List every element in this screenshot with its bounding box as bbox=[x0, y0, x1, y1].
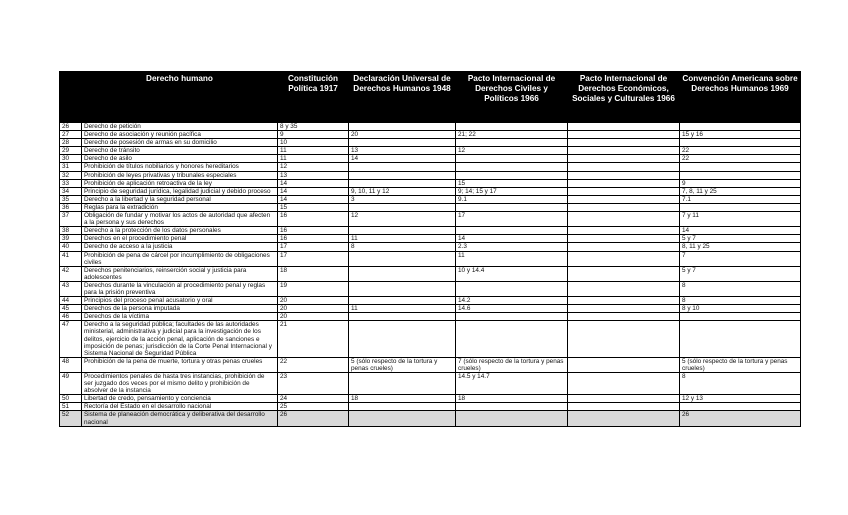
cell-pidcp: 21; 22 bbox=[456, 131, 568, 139]
cell-constitucion: 17 bbox=[278, 251, 349, 266]
cell-pidcp bbox=[456, 139, 568, 147]
cell-number: 29 bbox=[60, 147, 82, 155]
cell-pidesc bbox=[568, 251, 680, 266]
col-dudh-header: Declaración Universal de Derechos Humanos 1948 bbox=[349, 72, 456, 123]
cell-cadh: 15 y 16 bbox=[680, 131, 801, 139]
cell-constitucion: 12 bbox=[278, 163, 349, 171]
cell-cadh bbox=[680, 321, 801, 357]
table-row bbox=[60, 195, 801, 203]
table-row bbox=[60, 321, 801, 357]
cell-constitucion: 8 y 35 bbox=[278, 123, 349, 131]
cell-dudh bbox=[349, 139, 456, 147]
cell-derecho-humano: Prohibición de pena de cárcel por incumplimiento de obligaciones civiles bbox=[82, 251, 278, 266]
cell-number: 33 bbox=[60, 179, 82, 187]
cell-derecho-humano: Principio de seguridad jurídica, legalidad judicial y debido proceso bbox=[82, 187, 278, 195]
cell-derecho-humano: Derecho de posesión de armas en su domicilio bbox=[82, 139, 278, 147]
cell-derecho-humano: Prohibición de la pena de muerte, tortura y otras penas crueles bbox=[82, 357, 278, 372]
cell-pidesc bbox=[568, 179, 680, 187]
table-row bbox=[60, 139, 801, 147]
cell-pidesc bbox=[568, 212, 680, 227]
cell-derecho-humano: Derecho de asociación y reunión pacífica bbox=[82, 131, 278, 139]
cell-pidesc bbox=[568, 227, 680, 235]
table-row bbox=[60, 251, 801, 266]
rights-comparison-table-container bbox=[59, 71, 800, 427]
cell-cadh bbox=[680, 171, 801, 179]
col-pidesc-header: Pacto Internacional de Derechos Económicos, Sociales y Culturales 1966 bbox=[568, 72, 680, 123]
cell-constitucion: 23 bbox=[278, 373, 349, 395]
cell-constitucion: 19 bbox=[278, 281, 349, 296]
cell-pidcp: 14.5 y 14.7 bbox=[456, 373, 568, 395]
cell-number: 46 bbox=[60, 313, 82, 321]
cell-pidesc bbox=[568, 171, 680, 179]
cell-dudh bbox=[349, 123, 456, 131]
cell-pidcp bbox=[456, 203, 568, 211]
cell-cadh: 8 bbox=[680, 297, 801, 305]
cell-dudh: 3 bbox=[349, 195, 456, 203]
cell-constitucion: 14 bbox=[278, 195, 349, 203]
cell-derecho-humano: Derechos de la víctima bbox=[82, 313, 278, 321]
cell-pidesc bbox=[568, 411, 680, 426]
cell-pidcp bbox=[456, 321, 568, 357]
table-row bbox=[60, 171, 801, 179]
cell-pidcp: 9.1 bbox=[456, 195, 568, 203]
cell-dudh bbox=[349, 227, 456, 235]
cell-dudh: 20 bbox=[349, 131, 456, 139]
cell-dudh bbox=[349, 321, 456, 357]
cell-dudh bbox=[349, 179, 456, 187]
cell-cadh: 7, 8, 11 y 25 bbox=[680, 187, 801, 195]
cell-constitucion: 18 bbox=[278, 266, 349, 281]
cell-constitucion: 16 bbox=[278, 212, 349, 227]
cell-number: 37 bbox=[60, 212, 82, 227]
cell-derecho-humano: Procedimientos penales de hasta tres instancias, prohibición de ser juzgado dos veces por el mismo delito y prohibición de absolver de la instancia bbox=[82, 373, 278, 395]
cell-pidcp bbox=[456, 155, 568, 163]
cell-pidesc bbox=[568, 139, 680, 147]
cell-cadh: 14 bbox=[680, 227, 801, 235]
cell-constitucion: 15 bbox=[278, 203, 349, 211]
table-row bbox=[60, 411, 801, 426]
cell-dudh bbox=[349, 163, 456, 171]
cell-number: 30 bbox=[60, 155, 82, 163]
cell-pidcp bbox=[456, 227, 568, 235]
cell-dudh: 11 bbox=[349, 235, 456, 243]
cell-cadh bbox=[680, 139, 801, 147]
cell-number: 35 bbox=[60, 195, 82, 203]
cell-number: 47 bbox=[60, 321, 82, 357]
cell-constitucion: 20 bbox=[278, 297, 349, 305]
cell-derecho-humano: Rectoría del Estado en el desarrollo nacional bbox=[82, 403, 278, 411]
cell-constitucion: 22 bbox=[278, 357, 349, 372]
cell-constitucion: 17 bbox=[278, 243, 349, 251]
cell-constitucion: 24 bbox=[278, 395, 349, 403]
cell-number: 45 bbox=[60, 305, 82, 313]
table-row bbox=[60, 123, 801, 131]
cell-derecho-humano: Derecho de tránsito bbox=[82, 147, 278, 155]
table-row bbox=[60, 212, 801, 227]
cell-constitucion: 20 bbox=[278, 313, 349, 321]
cell-constitucion: 25 bbox=[278, 403, 349, 411]
cell-pidcp: 7 (sólo respecto de la tortura y penas crueles) bbox=[456, 357, 568, 372]
cell-dudh bbox=[349, 373, 456, 395]
table-row bbox=[60, 235, 801, 243]
cell-pidesc bbox=[568, 155, 680, 163]
cell-derecho-humano: Derecho a la protección de los datos personales bbox=[82, 227, 278, 235]
cell-pidesc bbox=[568, 235, 680, 243]
cell-dudh: 5 (sólo respecto de la tortura y penas crueles) bbox=[349, 357, 456, 372]
cell-number: 51 bbox=[60, 403, 82, 411]
cell-dudh bbox=[349, 297, 456, 305]
cell-derecho-humano: Derechos en el procedimiento penal bbox=[82, 235, 278, 243]
cell-derecho-humano: Prohibición de títulos nobiliarios y honores hereditarios bbox=[82, 163, 278, 171]
cell-cadh: 9 bbox=[680, 179, 801, 187]
cell-derecho-humano: Derecho de acceso a la justicia bbox=[82, 243, 278, 251]
cell-dudh bbox=[349, 266, 456, 281]
cell-constitucion: 10 bbox=[278, 139, 349, 147]
cell-cadh: 5 y 7 bbox=[680, 235, 801, 243]
cell-number: 40 bbox=[60, 243, 82, 251]
cell-derecho-humano: Prohibición de aplicación retroactiva de la ley bbox=[82, 179, 278, 187]
cell-pidesc bbox=[568, 187, 680, 195]
cell-dudh: 12 bbox=[349, 212, 456, 227]
table-row bbox=[60, 281, 801, 296]
cell-constitucion: 16 bbox=[278, 227, 349, 235]
cell-dudh bbox=[349, 281, 456, 296]
cell-derecho-humano: Principios del proceso penal acusatorio y oral bbox=[82, 297, 278, 305]
cell-cadh: 5 y 7 bbox=[680, 266, 801, 281]
cell-pidesc bbox=[568, 131, 680, 139]
cell-cadh: 7.1 bbox=[680, 195, 801, 203]
cell-pidcp bbox=[456, 171, 568, 179]
cell-derecho-humano: Derecho de petición bbox=[82, 123, 278, 131]
table-header bbox=[60, 72, 801, 123]
cell-dudh: 13 bbox=[349, 147, 456, 155]
cell-number: 31 bbox=[60, 163, 82, 171]
cell-cadh: 8 bbox=[680, 373, 801, 395]
cell-constitucion: 9 bbox=[278, 131, 349, 139]
cell-number: 50 bbox=[60, 395, 82, 403]
cell-pidesc bbox=[568, 321, 680, 357]
table-row bbox=[60, 395, 801, 403]
cell-pidesc bbox=[568, 195, 680, 203]
cell-pidcp: 17 bbox=[456, 212, 568, 227]
table-row bbox=[60, 203, 801, 211]
cell-dudh bbox=[349, 251, 456, 266]
table-row bbox=[60, 305, 801, 313]
table-row bbox=[60, 313, 801, 321]
cell-pidesc bbox=[568, 395, 680, 403]
cell-pidcp: 11 bbox=[456, 251, 568, 266]
cell-number: 27 bbox=[60, 131, 82, 139]
cell-pidcp: 2.3 bbox=[456, 243, 568, 251]
col-cadh-header: Convención Americana sobre Derechos Humanos 1969 bbox=[680, 72, 801, 123]
rights-comparison-table bbox=[59, 71, 801, 427]
cell-constitucion: 11 bbox=[278, 155, 349, 163]
cell-dudh: 9, 10, 11 y 12 bbox=[349, 187, 456, 195]
cell-constitucion: 21 bbox=[278, 321, 349, 357]
cell-dudh: 11 bbox=[349, 305, 456, 313]
table-row bbox=[60, 357, 801, 372]
cell-number: 36 bbox=[60, 203, 82, 211]
cell-cadh: 8 bbox=[680, 281, 801, 296]
cell-dudh bbox=[349, 313, 456, 321]
table-row bbox=[60, 179, 801, 187]
cell-pidesc bbox=[568, 297, 680, 305]
cell-pidcp: 15 bbox=[456, 179, 568, 187]
cell-derecho-humano: Derecho de asilo bbox=[82, 155, 278, 163]
cell-number: 48 bbox=[60, 357, 82, 372]
cell-cadh bbox=[680, 163, 801, 171]
cell-pidesc bbox=[568, 403, 680, 411]
cell-cadh bbox=[680, 403, 801, 411]
cell-number: 42 bbox=[60, 266, 82, 281]
cell-cadh: 22 bbox=[680, 147, 801, 155]
cell-cadh: 26 bbox=[680, 411, 801, 426]
cell-dudh bbox=[349, 203, 456, 211]
cell-derecho-humano: Derecho a la seguridad pública; facultades de las autoridades ministerial, administrativa y judicial para la investigación de los delitos, ejercicio de la acción penal, aplicación de sanciones e imposición de penas; jurisdicción de la Corte Penal Internacional y Sistema Nacional de Seguridad Pública bbox=[82, 321, 278, 357]
cell-pidesc bbox=[568, 266, 680, 281]
cell-dudh bbox=[349, 411, 456, 426]
cell-number: 34 bbox=[60, 187, 82, 195]
cell-derecho-humano: Reglas para la extradición bbox=[82, 203, 278, 211]
cell-cadh: 7 y 11 bbox=[680, 212, 801, 227]
cell-derecho-humano: Derechos de la persona imputada bbox=[82, 305, 278, 313]
cell-pidcp: 9; 14; 15 y 17 bbox=[456, 187, 568, 195]
cell-dudh bbox=[349, 171, 456, 179]
cell-cadh: 12 y 13 bbox=[680, 395, 801, 403]
cell-pidcp bbox=[456, 313, 568, 321]
cell-number: 32 bbox=[60, 171, 82, 179]
table-row bbox=[60, 373, 801, 395]
cell-pidesc bbox=[568, 123, 680, 131]
cell-derecho-humano: Derechos durante la vinculación al procedimiento penal y reglas para la prisión preventiva bbox=[82, 281, 278, 296]
cell-dudh bbox=[349, 403, 456, 411]
cell-constitucion: 11 bbox=[278, 147, 349, 155]
table-row bbox=[60, 403, 801, 411]
table-row bbox=[60, 163, 801, 171]
cell-constitucion: 26 bbox=[278, 411, 349, 426]
cell-derecho-humano: Libertad de credo, pensamiento y conciencia bbox=[82, 395, 278, 403]
cell-number: 39 bbox=[60, 235, 82, 243]
table-body bbox=[60, 123, 801, 427]
cell-dudh: 8 bbox=[349, 243, 456, 251]
table-row bbox=[60, 187, 801, 195]
table-row bbox=[60, 266, 801, 281]
cell-pidcp bbox=[456, 281, 568, 296]
cell-number: 44 bbox=[60, 297, 82, 305]
cell-number: 26 bbox=[60, 123, 82, 131]
cell-dudh: 18 bbox=[349, 395, 456, 403]
cell-pidesc bbox=[568, 203, 680, 211]
cell-number: 43 bbox=[60, 281, 82, 296]
cell-cadh bbox=[680, 203, 801, 211]
cell-cadh: 5 (sólo respecto de la tortura y penas crueles) bbox=[680, 357, 801, 372]
cell-cadh: 8, 11 y 25 bbox=[680, 243, 801, 251]
table-row bbox=[60, 297, 801, 305]
cell-pidcp bbox=[456, 403, 568, 411]
col-derecho-humano-header: Derecho humano bbox=[82, 72, 278, 123]
cell-pidesc bbox=[568, 357, 680, 372]
cell-constitucion: 14 bbox=[278, 179, 349, 187]
cell-cadh: 7 bbox=[680, 251, 801, 266]
table-row bbox=[60, 243, 801, 251]
cell-derecho-humano: Derecho a la libertad y la seguridad personal bbox=[82, 195, 278, 203]
cell-pidcp: 14.6 bbox=[456, 305, 568, 313]
cell-pidesc bbox=[568, 243, 680, 251]
table-row bbox=[60, 227, 801, 235]
cell-constitucion: 13 bbox=[278, 171, 349, 179]
cell-number: 28 bbox=[60, 139, 82, 147]
cell-dudh: 14 bbox=[349, 155, 456, 163]
cell-pidcp: 12 bbox=[456, 147, 568, 155]
cell-constitucion: 16 bbox=[278, 235, 349, 243]
table-row bbox=[60, 131, 801, 139]
cell-cadh bbox=[680, 313, 801, 321]
cell-number: 38 bbox=[60, 227, 82, 235]
col-constitucion-header: Constitución Política 1917 bbox=[278, 72, 349, 123]
cell-constitucion: 20 bbox=[278, 305, 349, 313]
cell-number: 41 bbox=[60, 251, 82, 266]
cell-pidesc bbox=[568, 373, 680, 395]
cell-pidcp bbox=[456, 411, 568, 426]
cell-pidesc bbox=[568, 163, 680, 171]
cell-pidcp: 14.2 bbox=[456, 297, 568, 305]
cell-pidesc bbox=[568, 147, 680, 155]
cell-pidesc bbox=[568, 281, 680, 296]
table-row bbox=[60, 155, 801, 163]
cell-pidesc bbox=[568, 313, 680, 321]
table-row bbox=[60, 147, 801, 155]
cell-pidcp bbox=[456, 123, 568, 131]
cell-pidcp: 10 y 14.4 bbox=[456, 266, 568, 281]
cell-cadh: 8 y 10 bbox=[680, 305, 801, 313]
col-pidcp-header: Pacto Internacional de Derechos Civiles y Políticos 1966 bbox=[456, 72, 568, 123]
cell-number: 49 bbox=[60, 373, 82, 395]
cell-number: 52 bbox=[60, 411, 82, 426]
cell-derecho-humano: Sistema de planeación democrática y deliberativa del desarrollo nacional bbox=[82, 411, 278, 426]
cell-pidcp bbox=[456, 163, 568, 171]
cell-pidcp: 14 bbox=[456, 235, 568, 243]
cell-derecho-humano: Obligación de fundar y motivar los actos de autoridad que afecten a la persona y sus derechos bbox=[82, 212, 278, 227]
cell-pidcp: 18 bbox=[456, 395, 568, 403]
cell-derecho-humano: Prohibición de leyes privativas y tribunales especiales bbox=[82, 171, 278, 179]
cell-constitucion: 14 bbox=[278, 187, 349, 195]
cell-pidesc bbox=[568, 305, 680, 313]
cell-cadh: 22 bbox=[680, 155, 801, 163]
cell-cadh bbox=[680, 123, 801, 131]
header-row bbox=[60, 72, 801, 123]
cell-derecho-humano: Derechos penitenciarios, reinserción social y justicia para adolescentes bbox=[82, 266, 278, 281]
col-number-header bbox=[60, 72, 82, 123]
